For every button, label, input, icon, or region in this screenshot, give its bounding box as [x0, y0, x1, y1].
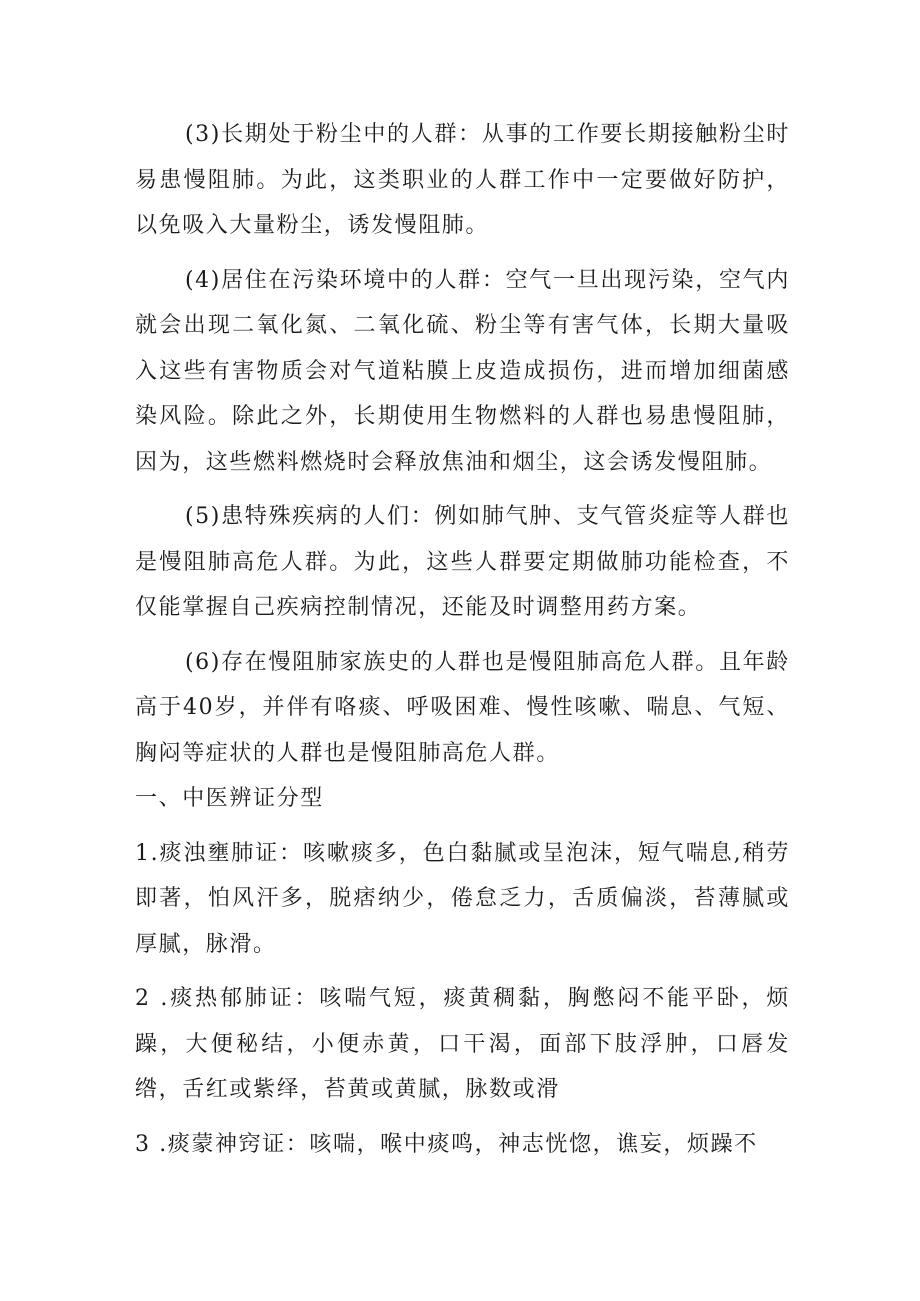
syndrome-item: 3 .痰蒙神窍证：咳喘，喉中痰鸣，神志恍惚，谯妄，烦躁不 — [135, 1131, 758, 1157]
section-heading: 一、中医辨证分型 — [135, 786, 324, 811]
syndrome-item: 2 .痰热郁肺证：咳喘气短，痰黄稠黏，胸憋闷不能平卧，烦躁，大便秘结，小便赤黄，口干渴，面部下肢浮肿，口唇发绺，舌红或紫绎，苔黄或黄腻，脉数或滑 — [135, 986, 790, 1102]
paragraph-family-history: (6)存在慢阻肺家族史的人群也是慢阻肺高危人群。且年龄高于40岁，并伴有咯痰、呼吸困难、慢性咳嗽、喘息、气短、胸闷等症状的人群也是慢阻肺高危人群。 — [135, 649, 790, 766]
paragraph-polluted-environment: (4)居住在污染环境中的人群：空气一旦出现污染，空气内就会出现二氧化氮、二氧化硫、粉尘等有害气体，长期大量吸入这些有害物质会对气道粘膜上皮造成损伤，进而增加细菌感染风险。除此之外，长期使用生物燃料的人群也易患慢阻肺，因为，这些燃料燃烧时会释放焦油和烟尘，这会诱发慢阻肺。 — [135, 267, 790, 475]
paragraph-special-diseases: (5)患特殊疾病的人们：例如肺气肿、支气管炎症等人群也是慢阻肺高危人群。为此，这些人群要定期做肺功能检查，不仅能掌握自己疾病控制情况，还能及时调整用药方案。 — [135, 504, 790, 620]
syndrome-item: 1.痰浊壅肺证：咳嗽痰多，色白黏腻或呈泡沫，短气喘息,稍劳即著，怕风汗多，脱痞纳少，倦怠乏力，舌质偏淡，苔薄腻或厚腻，脉滑。 — [135, 840, 790, 957]
paragraph-dust-exposure: (3)长期处于粉尘中的人群：从事的工作要长期接触粉尘时易患慢阻肺。为此，这类职业的人群工作中一定要做好防护，以免吸入大量粉尘，诱发慢阻肺。 — [135, 122, 790, 238]
